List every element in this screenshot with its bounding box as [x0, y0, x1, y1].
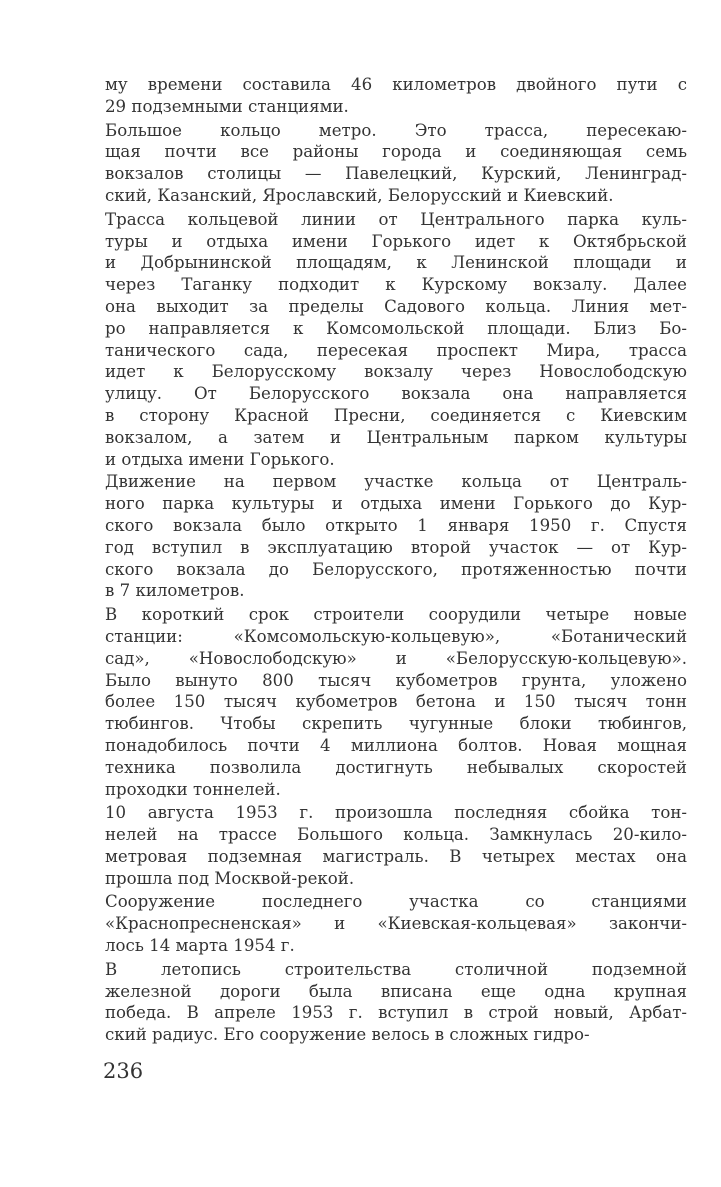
text-line: вокзалом, а затем и Центральным парком культуры: [105, 427, 687, 447]
text-line: победа. В апреле 1953 г. вступил в строй новый, Арбат-: [105, 1003, 687, 1023]
text-line: лось 14 марта 1954 г.: [105, 936, 295, 956]
text-line: В короткий срок строители соорудили четыре новые: [105, 605, 687, 625]
text-line: железной дороги была вписана еще одна крупная: [105, 981, 687, 1001]
text-line: ского вокзала до Белорусского, протяженностью почти: [105, 559, 687, 579]
text-line: улицу. От Белорусского вокзала она направляется: [105, 384, 687, 404]
text-line: техника позволила достигнуть небывалых скоростей: [105, 757, 687, 777]
text-line: Большое кольцо метро. Это трасса, пересекаю-: [105, 120, 687, 140]
text-line: через Таганку подходит к Курскому вокзалу. Далее: [105, 275, 687, 295]
text-line: «Краснопресненская» и «Киевская-кольцевая» закончи-: [105, 914, 687, 934]
text-line: нелей на трассе Большого кольца. Замкнулась 20-кило-: [105, 825, 687, 845]
text-line: туры и отдыха имени Горького идет к Октябрьской: [105, 231, 687, 251]
text-line: ский радиус. Его сооружение велось в сложных гидро-: [105, 1025, 590, 1045]
text-line: и Добрынинской площадям, к Ленинской площади и: [105, 253, 687, 273]
paragraph: [105, 604, 687, 800]
text-line: более 150 тысяч кубометров бетона и 150 тысяч тонн: [105, 692, 687, 712]
text-line: 29 подземными станциями.: [105, 96, 349, 116]
text-line: в сторону Красной Пресни, соединяется с Киевским: [105, 405, 687, 425]
text-line: вокзалов столицы — Павелецкий, Курский, Ленинград-: [105, 164, 687, 184]
paragraph: [105, 959, 687, 1046]
text-line: ного парка культуры и отдыха имени Горького до Кур-: [105, 494, 687, 514]
text-line: в 7 километров.: [105, 581, 245, 601]
text-line: станции: «Комсомольскую-кольцевую», «Ботанический: [105, 626, 687, 646]
text-line: Было вынуто 800 тысяч кубометров грунта, уложено: [105, 670, 687, 690]
paragraph: [105, 120, 687, 207]
text-line: Сооружение последнего участка со станциями: [105, 892, 687, 912]
text-line: проходки тоннелей.: [105, 779, 281, 799]
text-line: танического сада, пересекая проспект Мира, трасса: [105, 340, 687, 360]
text-line: Трасса кольцевой линии от Центрального парка куль-: [105, 209, 687, 229]
text-line: 10 августа 1953 г. произошла последняя сбойка тон-: [105, 803, 687, 823]
text-line: ро направляется к Комсомольской площади. Близ Бо-: [105, 318, 687, 338]
text-line: и отдыха имени Горького.: [105, 449, 335, 469]
text-line: идет к Белорусскому вокзалу через Новослободскую: [105, 362, 687, 382]
text-line: метровая подземная магистраль. В четырех местах она: [105, 846, 687, 866]
paragraph: [105, 209, 687, 471]
paragraph: [105, 74, 687, 118]
paragraph: [105, 471, 687, 602]
text-line: она выходит за пределы Садового кольца. Линия мет-: [105, 296, 687, 316]
text-line: щая почти все районы города и соединяющая семь: [105, 142, 687, 162]
text-line: сад», «Новослободскую» и «Белорусскую-кольцевую».: [105, 648, 687, 668]
text-line: прошла под Москвой-рекой.: [105, 868, 355, 888]
text-line: год вступил в эксплуатацию второй участок — от Кур-: [105, 537, 687, 557]
page-number: 236: [103, 1059, 144, 1083]
paragraph: [105, 802, 687, 889]
body-text: [105, 74, 687, 1046]
text-line: понадобилось почти 4 миллиона болтов. Новая мощная: [105, 735, 687, 755]
text-line: ского вокзала было открыто 1 января 1950 г. Спустя: [105, 515, 687, 535]
text-line: В летопись строительства столичной подземной: [105, 959, 687, 979]
text-line: тюбингов. Чтобы скрепить чугунные блоки тюбингов,: [105, 714, 687, 734]
text-line: му времени составила 46 километров двойного пути с: [105, 75, 687, 94]
text-line: Движение на первом участке кольца от Централь-: [105, 472, 687, 492]
text-line: ский, Казанский, Ярославский, Белорусский и Киевский.: [105, 185, 614, 205]
paragraph: [105, 891, 687, 956]
